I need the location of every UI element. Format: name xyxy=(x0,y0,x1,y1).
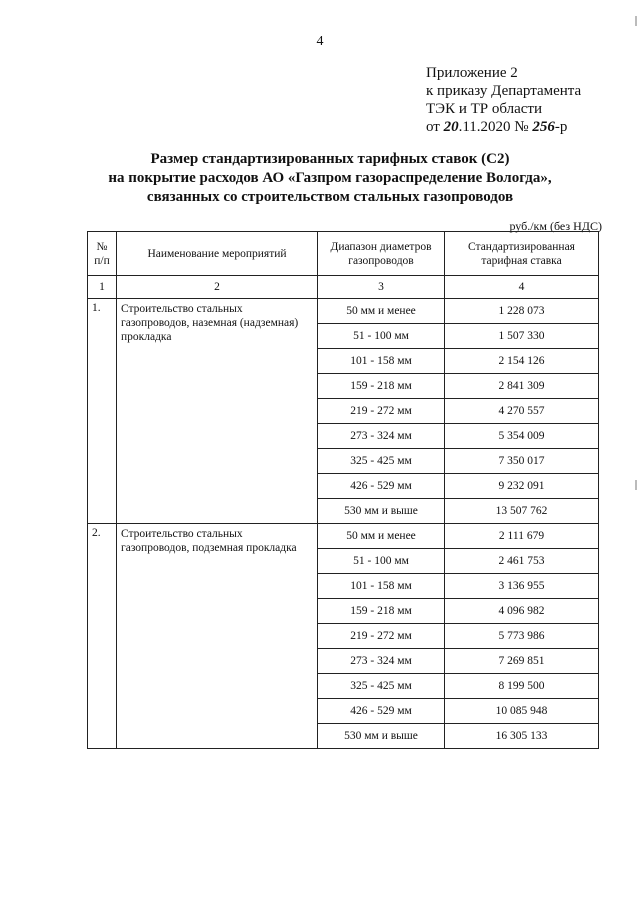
diameter-range-cell: 50 мм и менее xyxy=(318,299,445,324)
date-rest: .11.2020 № xyxy=(458,119,533,135)
units-label: руб./км (без НДС) xyxy=(509,219,602,233)
tariff-rate-cell: 5 354 009 xyxy=(445,424,599,449)
tariff-rate-cell: 7 269 851 xyxy=(445,649,599,674)
order-date-line xyxy=(426,118,581,136)
handwritten-order-number: 256 xyxy=(532,119,555,135)
diameter-range-cell: 325 - 425 мм xyxy=(318,674,445,699)
diameter-range-cell: 159 - 218 мм xyxy=(318,599,445,624)
tariff-rate-cell: 2 154 126 xyxy=(445,349,599,374)
tariff-rate-cell: 9 232 091 xyxy=(445,474,599,499)
table-body xyxy=(88,299,599,749)
header-cell-name: Наименование мероприятий xyxy=(117,232,318,276)
row-number-cell: 2. xyxy=(88,524,117,749)
title-line: связанных со строительством стальных газопроводов xyxy=(146,189,514,205)
diameter-range-cell: 273 - 324 мм xyxy=(318,424,445,449)
tariff-rates-table xyxy=(87,231,599,749)
row-number-cell: 1. xyxy=(88,299,117,524)
appendix-block xyxy=(426,64,581,136)
appendix-line: Приложение 2 xyxy=(426,65,518,81)
diameter-range-cell: 219 - 272 мм xyxy=(318,624,445,649)
diameter-range-cell: 530 мм и выше xyxy=(318,499,445,524)
appendix-line: ТЭК и ТР области xyxy=(426,101,542,117)
tariff-rate-cell: 7 350 017 xyxy=(445,449,599,474)
table-row xyxy=(88,524,599,549)
activity-name-cell: Строительство стальных газопроводов, наземная (надземная) прокладка xyxy=(117,299,318,524)
header-cell-rate: Стандартизированная тарифная ставка xyxy=(445,232,599,276)
header-cell-number: № п/п xyxy=(88,232,117,276)
handwritten-day: 20 xyxy=(443,119,459,135)
diameter-range-cell: 426 - 529 мм xyxy=(318,699,445,724)
diameter-range-cell: 101 - 158 мм xyxy=(318,349,445,374)
diameter-range-cell: 159 - 218 мм xyxy=(318,374,445,399)
header-cell-range: Диапазон диаметров газопроводов xyxy=(318,232,445,276)
tariff-rate-cell: 8 199 500 xyxy=(445,674,599,699)
table-row xyxy=(88,299,599,324)
diameter-range-cell: 50 мм и менее xyxy=(318,524,445,549)
tariff-rate-cell: 4 270 557 xyxy=(445,399,599,424)
tariff-rate-cell: 13 507 762 xyxy=(445,499,599,524)
title-line: Размер стандартизированных тарифных ставок (С2) xyxy=(150,151,510,167)
column-number-row xyxy=(88,276,599,299)
page-number: 4 xyxy=(316,34,324,49)
tariff-rate-cell: 16 305 133 xyxy=(445,724,599,749)
column-number-cell: 4 xyxy=(445,276,599,299)
tariff-rate-cell: 3 136 955 xyxy=(445,574,599,599)
title-line: на покрытие расходов АО «Газпром газораспределение Вологда», xyxy=(108,170,552,186)
diameter-range-cell: 325 - 425 мм xyxy=(318,449,445,474)
date-prefix: от xyxy=(426,119,444,135)
diameter-range-cell: 51 - 100 мм xyxy=(318,549,445,574)
appendix-line: к приказу Департамента xyxy=(426,83,582,99)
diameter-range-cell: 219 - 272 мм xyxy=(318,399,445,424)
tariff-rate-cell: 2 841 309 xyxy=(445,374,599,399)
tariff-rate-cell: 10 085 948 xyxy=(445,699,599,724)
scan-edge-mark xyxy=(635,480,637,490)
diameter-range-cell: 426 - 529 мм xyxy=(318,474,445,499)
tariff-rate-cell: 2 461 753 xyxy=(445,549,599,574)
tariff-rate-cell: 2 111 679 xyxy=(445,524,599,549)
column-number-cell: 2 xyxy=(117,276,318,299)
tariff-rate-cell: 5 773 986 xyxy=(445,624,599,649)
diameter-range-cell: 273 - 324 мм xyxy=(318,649,445,674)
document-title xyxy=(60,150,600,207)
tariff-rate-cell: 4 096 982 xyxy=(445,599,599,624)
header-row xyxy=(88,232,599,276)
activity-name-cell: Строительство стальных газопроводов, подземная прокладка xyxy=(117,524,318,749)
diameter-range-cell: 101 - 158 мм xyxy=(318,574,445,599)
scan-edge-mark xyxy=(635,16,637,26)
tariff-rate-cell: 1 228 073 xyxy=(445,299,599,324)
diameter-range-cell: 530 мм и выше xyxy=(318,724,445,749)
diameter-range-cell: 51 - 100 мм xyxy=(318,324,445,349)
tariff-rate-cell: 1 507 330 xyxy=(445,324,599,349)
column-number-cell: 3 xyxy=(318,276,445,299)
order-suffix: -р xyxy=(554,119,568,135)
column-number-cell: 1 xyxy=(88,276,117,299)
